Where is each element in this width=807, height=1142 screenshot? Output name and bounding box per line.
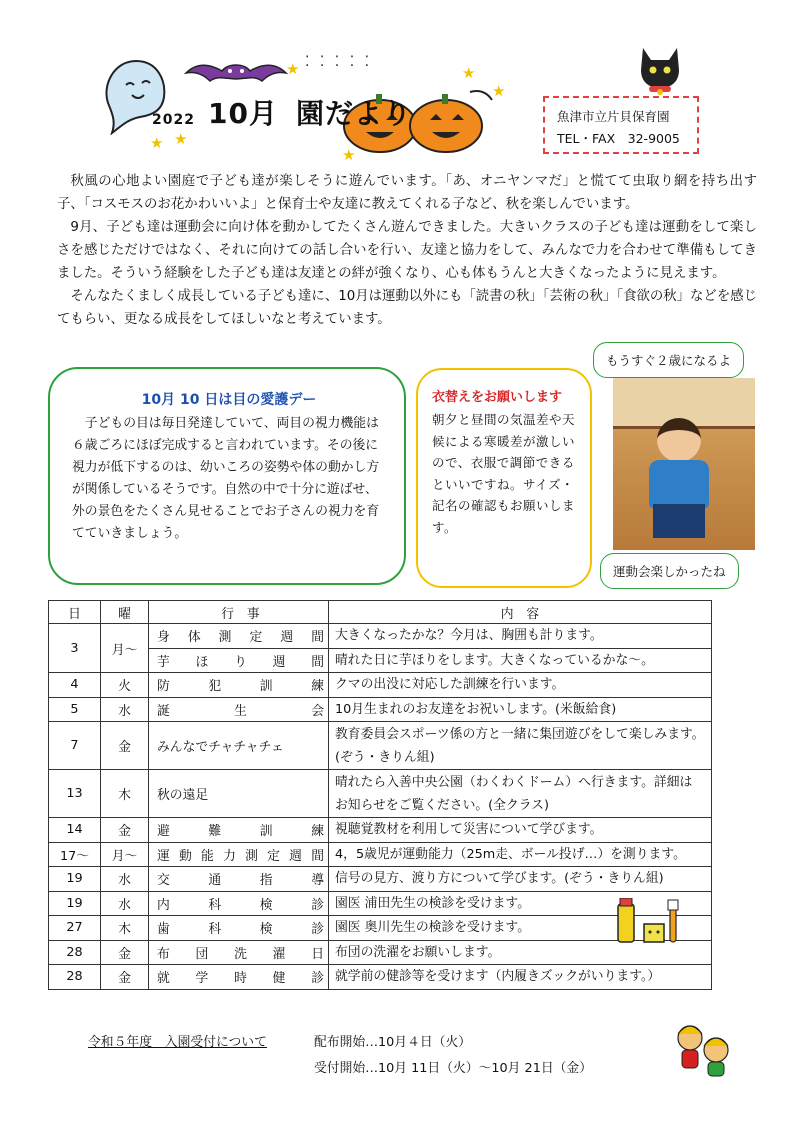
cell-weekday: 金 — [101, 722, 149, 770]
toothpaste-icon — [610, 898, 700, 948]
cell-content: 晴れたら入善中央公園（わくわくドーム）へ行きます。詳細はお知らせをご覧ください。(全クラス) — [329, 770, 712, 818]
cell-event: 誕生会 — [149, 697, 329, 722]
cell-event: 秋の遠足 — [149, 770, 329, 818]
cell-weekday: 木 — [101, 916, 149, 941]
cell-content: 布団の洗濯をお願いします。 — [329, 940, 712, 965]
cell-day: 14 — [49, 818, 101, 843]
intro-paragraph: そんなたくましく成長している子ども達に、10月は運動以外にも「読書の秋」「芸術の秋」「食欲の秋」などを感じてもらい、更なる成長をしてほしいなと考えています。 — [57, 289, 757, 327]
cell-weekday: 水 — [101, 697, 149, 722]
cell-day: 7 — [49, 722, 101, 770]
sports-day-photo — [613, 378, 755, 550]
intro-paragraph: 秋風の心地よい園庭で子ども達が楽しそうに遊んでいます。「あ、オニヤンマだ」と慌てて虫取り網を持ち出す子、「コスモスのお花かわいいよ」と保育士や友達に教えてくれる子など、秋を楽しんでいます。 — [57, 174, 757, 212]
bat-icon — [182, 55, 290, 85]
cell-weekday: 金 — [101, 940, 149, 965]
cell-day: 3 — [49, 624, 101, 673]
enrollment-label: 令和５年度 入園受付について — [88, 1035, 267, 1050]
cell-day: 13 — [49, 770, 101, 818]
header-day: 日 — [49, 601, 101, 624]
table-row — [49, 648, 712, 673]
cell-event: 交通指導 — [149, 867, 329, 892]
clothes-change-text: 朝夕と昼間の気温差や天候による寒暖差が激しいので、衣服で調節できるといいですね。サイズ・記名の確認もお願いします。 — [432, 412, 576, 535]
cell-weekday: 月～ — [101, 624, 149, 673]
cell-event: 避難訓練 — [149, 818, 329, 843]
cell-content: 信号の見方、渡り方について学びます。(ぞう・きりん組) — [329, 867, 712, 892]
intro-text — [57, 170, 757, 331]
page-title — [208, 92, 412, 132]
cell-weekday: 金 — [101, 965, 149, 990]
cell-day: 19 — [49, 891, 101, 916]
org-phone: TEL・FAX 32-9005 — [557, 131, 680, 146]
table-row — [49, 842, 712, 867]
header-event: 行 事 — [149, 601, 329, 624]
cell-event: 防犯訓練 — [149, 673, 329, 698]
cell-event: 就学時健診 — [149, 965, 329, 990]
title-main: 園だより — [295, 97, 412, 130]
table-row — [49, 697, 712, 722]
cell-event: 運動能力測定週間 — [149, 842, 329, 867]
cell-content: 就学前の健診等を受けます（内履きズックがいります。） — [329, 965, 712, 990]
cell-day: 28 — [49, 965, 101, 990]
table-row — [49, 624, 712, 649]
cell-day: 4 — [49, 673, 101, 698]
cell-content: 大きくなったかな？今月は、胸囲も計ります。 — [329, 624, 712, 649]
cell-weekday: 水 — [101, 891, 149, 916]
org-name: 魚津市立片貝保育園 — [557, 109, 670, 124]
black-cat-icon — [635, 42, 685, 98]
table-row — [49, 673, 712, 698]
newsletter-year: 2022 — [152, 112, 195, 128]
cell-weekday: 水 — [101, 867, 149, 892]
cell-event: 芋ほり週間 — [149, 648, 329, 673]
header-content: 内 容 — [329, 601, 712, 624]
star-icon: ★ — [492, 82, 506, 100]
cell-event: 身体測定週間 — [149, 624, 329, 649]
header-weekday: 曜 — [101, 601, 149, 624]
org-info-box — [543, 96, 699, 154]
star-icon: ★ — [462, 64, 476, 82]
clothes-change-title: 衣替えをお願いします — [432, 390, 563, 405]
table-row — [49, 867, 712, 892]
cell-day: 5 — [49, 697, 101, 722]
star-icon: ★ — [174, 130, 188, 148]
cell-content: 10月生まれのお友達をお祝いします。(米飯給食) — [329, 697, 712, 722]
cell-weekday: 木 — [101, 770, 149, 818]
cell-content: 園医 奥川先生の検診を受けます。 — [329, 916, 712, 941]
cell-content: 教育委員会スポーツ係の方と一緒に集団遊びをして楽しみます。(ぞう・きりん組) — [329, 722, 712, 770]
cell-event: 歯科検診 — [149, 916, 329, 941]
reception-period: 受付開始…10月 11日（火）～10月 21日（金） — [314, 1061, 593, 1076]
distribution-start: 配布開始…10月４日（火） — [314, 1035, 472, 1050]
intro-paragraph: 9月、子ども達は運動会に向け体を動かしてたくさん遊んできました。大きいクラスの子ども達は運動をして楽しさを感じただけではなく、それに向けての話し合いを行い、友達と協力をして、みんなで力を合わせて準備もしてきました。そういう経験をした子ども達は友達との絆が強くなり、心も体もうんと大きくなったように見えます。 — [57, 220, 757, 281]
children-icon — [668, 1020, 740, 1078]
eye-care-text: 子どもの目は毎日発達していて、両目の視力機能は６歳ごろにほぼ完成すると言われています。その後に視力が低下するのは、幼いころの姿勢や体の動かし方が関係しているそうです。自然の中で十分に遊ばせ、外の景色をたくさん見せることでお子さんの視力を育てていきましょう。 — [72, 416, 380, 541]
star-icon: ★ — [286, 60, 300, 78]
star-icon: ★ — [342, 146, 356, 164]
eye-care-box — [48, 367, 406, 585]
cell-day: 19 — [49, 867, 101, 892]
cell-day: 17～ — [49, 842, 101, 867]
star-icon: ★ — [150, 134, 164, 152]
title-month: 10月 — [208, 97, 278, 130]
cell-content: 晴れた日に芋ほりをします。大きくなっているかな～。 — [329, 648, 712, 673]
cell-weekday: 月～ — [101, 842, 149, 867]
clothes-change-box — [416, 368, 592, 588]
cell-content: クマの出没に対応した訓練を行います。 — [329, 673, 712, 698]
table-header-row — [49, 601, 712, 624]
table-row — [49, 722, 712, 770]
eye-care-title: 10月 10 日は目の愛護デー — [141, 392, 317, 408]
cell-content: 4，5歳児が運動能力（25m走、ボール投げ…）を測ります。 — [329, 842, 712, 867]
photo-caption-bottom: 運動会楽しかったね — [600, 553, 739, 589]
cell-weekday: 火 — [101, 673, 149, 698]
table-row — [49, 818, 712, 843]
cell-event: みんなでチャチャチェ — [149, 722, 329, 770]
cell-event: 布団洗濯日 — [149, 940, 329, 965]
cell-content: 園医 浦田先生の検診を受けます。 — [329, 891, 712, 916]
photo-caption-top: もうすぐ２歳になるよ — [593, 342, 744, 378]
table-row — [49, 965, 712, 990]
dots-decoration: ⁚ ⁚ ⁚ ⁚ ⁚ — [305, 54, 373, 70]
cell-event: 内科検診 — [149, 891, 329, 916]
cell-day: 27 — [49, 916, 101, 941]
cell-content: 視聴覚教材を利用して災害について学びます。 — [329, 818, 712, 843]
table-row — [49, 770, 712, 818]
cell-weekday: 金 — [101, 818, 149, 843]
cell-day: 28 — [49, 940, 101, 965]
